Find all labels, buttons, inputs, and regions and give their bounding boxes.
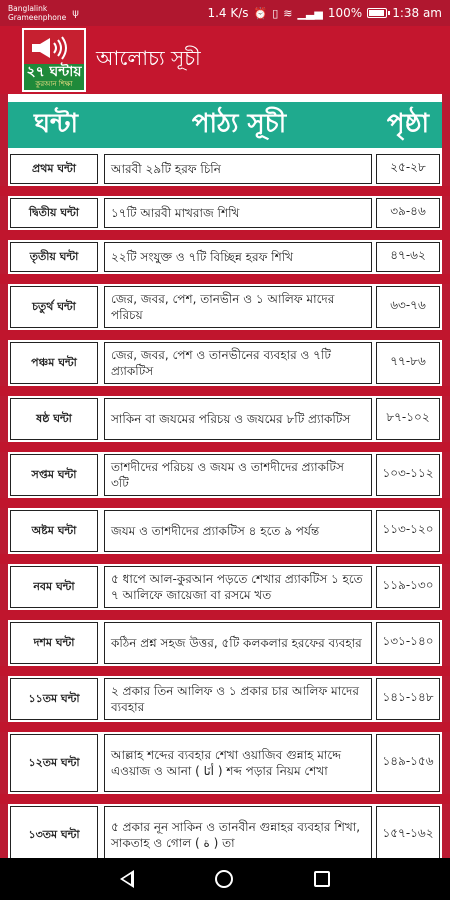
table-row[interactable]	[8, 734, 442, 792]
status-bar	[0, 0, 450, 26]
speaker-icon	[30, 36, 74, 60]
row-pages: ১১৯-১৩০	[376, 566, 440, 608]
clock: 1:38 am	[392, 6, 442, 20]
row-hour: নবম ঘন্টা	[10, 566, 98, 608]
row-topic: আরবী ২৯টি হরফ চিনি	[104, 154, 372, 184]
page-title: আলোচ্য সূচী	[96, 45, 201, 70]
row-pages: ১৪১-১৪৮	[376, 678, 440, 720]
app-logo	[22, 28, 86, 92]
battery-icon	[367, 8, 387, 18]
row-divider	[0, 186, 450, 196]
row-divider	[0, 386, 450, 396]
row-hour: সপ্তম ঘন্টা	[10, 454, 98, 496]
row-hour: দ্বিতীয় ঘন্টা	[10, 198, 98, 228]
table-of-contents[interactable]	[0, 94, 450, 858]
row-hour: চতুর্থ ঘন্টা	[10, 286, 98, 328]
table-row[interactable]	[8, 454, 442, 496]
carrier-names	[8, 4, 66, 22]
vibrate-icon: ▯	[272, 6, 279, 20]
row-divider	[0, 666, 450, 676]
row-divider	[0, 610, 450, 620]
row-topic: সাকিন বা জযমের পরিচয় ও জযমের ৮টি প্র্যাকটিস	[104, 398, 372, 440]
alarm-icon: ⏰	[253, 6, 268, 20]
row-hour: পঞ্চম ঘন্টা	[10, 342, 98, 384]
usb-icon: ψ	[72, 7, 79, 19]
row-pages: ১৩১-১৪০	[376, 622, 440, 664]
signal-icon: ▁▃▅	[297, 6, 323, 20]
row-pages: ১৪৯-১৫৬	[376, 734, 440, 792]
row-pages: ১১৩-১২০	[376, 510, 440, 552]
row-hour: ষষ্ঠ ঘন্টা	[10, 398, 98, 440]
table-row[interactable]	[8, 198, 442, 228]
table-row[interactable]	[8, 510, 442, 552]
row-topic: ২ প্রকার তিন আলিফ ও ১ প্রকার চার আলিফ মাদের ব্যবহার	[104, 678, 372, 720]
row-pages: ১৫৭-১৬২	[376, 806, 440, 858]
row-pages: ৬৩-৭৬	[376, 286, 440, 328]
table-row[interactable]	[8, 286, 442, 328]
row-topic: ৫ ধাপে আল-কুরআন পড়তে শেখার প্র্যাকটিস ১ হতে ৭ আলিফে জায়েজা বা রসমে খত	[104, 566, 372, 608]
row-divider	[0, 274, 450, 284]
row-topic: তাশদীদের পরিচয় ও জযম ও তাশদীদের প্র্যাকটিস ৩টি	[104, 454, 372, 496]
table-row[interactable]	[8, 342, 442, 384]
table-row[interactable]	[8, 806, 442, 858]
table-row[interactable]	[8, 398, 442, 440]
row-divider	[0, 230, 450, 240]
carrier-2: Grameenphone	[8, 13, 67, 22]
row-topic: জের, জবর, পেশ, তানভীন ও ১ আলিফ মাদের পরিচয়	[104, 286, 372, 328]
logo-text: ২৭ ঘন্টায়	[26, 64, 82, 80]
recent-apps-icon[interactable]	[314, 871, 330, 887]
row-divider	[0, 794, 450, 804]
row-pages: ২৫-২৮	[376, 154, 440, 184]
row-hour: দশম ঘন্টা	[10, 622, 98, 664]
row-topic: জযম ও তাশদীদের প্র্যাকটিস ৪ হতে ৯ পর্যন্ত	[104, 510, 372, 552]
row-topic: আল্লাহ শব্দের ব্যবহার শেখা ওয়াজিব গুন্নাহ মাদ্দে এওয়াজ ও আনা ( أنَا ) শব্দ পড়ার নিয়ম শেখা	[104, 734, 372, 792]
table-header	[8, 102, 442, 148]
row-pages: ৮৭-১০২	[376, 398, 440, 440]
home-icon[interactable]	[215, 870, 233, 888]
row-pages: ১০৩-১১২	[376, 454, 440, 496]
table-row[interactable]	[8, 154, 442, 184]
row-topic: জের, জবর, পেশ ও তানভীনের ব্যবহার ও ৭টি প্র্যাকটিস	[104, 342, 372, 384]
table-row[interactable]	[8, 242, 442, 272]
network-speed: 1.4 K/s	[207, 6, 249, 20]
row-topic: কঠিন প্রশ্ন সহজ উত্তর, ৫টি কলকলার হরফের ব্যবহার	[104, 622, 372, 664]
header-subject: পাঠ্য সূচী	[191, 109, 287, 139]
app-bar	[0, 26, 450, 94]
carrier-1: Banglalink	[8, 4, 48, 13]
row-topic: ১৭টি আরবী মাখরাজ শিখি	[104, 198, 372, 228]
row-pages: ৭৭-৮৬	[376, 342, 440, 384]
row-pages: ৪৭-৬২	[376, 242, 440, 272]
battery-percent: 100%	[327, 6, 363, 20]
table-row[interactable]	[8, 678, 442, 720]
wifi-icon: ≋	[283, 6, 293, 20]
navigation-bar	[0, 858, 450, 900]
header-page: পৃষ্ঠা	[386, 109, 430, 139]
row-hour: অষ্টম ঘন্টা	[10, 510, 98, 552]
header-ghanta: ঘন্টা	[33, 109, 79, 139]
row-divider	[0, 498, 450, 508]
row-hour: প্রথম ঘন্টা	[10, 154, 98, 184]
row-divider	[0, 330, 450, 340]
row-divider	[0, 722, 450, 732]
row-hour: ১১তম ঘন্টা	[10, 678, 98, 720]
row-divider	[0, 442, 450, 452]
row-divider	[0, 554, 450, 564]
table-row[interactable]	[8, 566, 442, 608]
row-hour: ১২তম ঘন্টা	[10, 734, 98, 792]
row-topic: ৫ প্রকার নূন সাকিন ও তানবীন গুন্নাহর ব্যবহার শিখা, সাকতাহ ও গোল ( ة ) তা	[104, 806, 372, 858]
row-hour: তৃতীয় ঘন্টা	[10, 242, 98, 272]
row-pages: ৩৯-৪৬	[376, 198, 440, 228]
row-topic: ২২টি সংযুক্ত ও ৭টি বিচ্ছিন্ন হরফ শিখি	[104, 242, 372, 272]
logo-subtext: কুরআন শিক্ষা	[35, 80, 73, 88]
table-row[interactable]	[8, 622, 442, 664]
row-hour: ১৩তম ঘন্টা	[10, 806, 98, 858]
back-icon[interactable]	[120, 870, 134, 888]
